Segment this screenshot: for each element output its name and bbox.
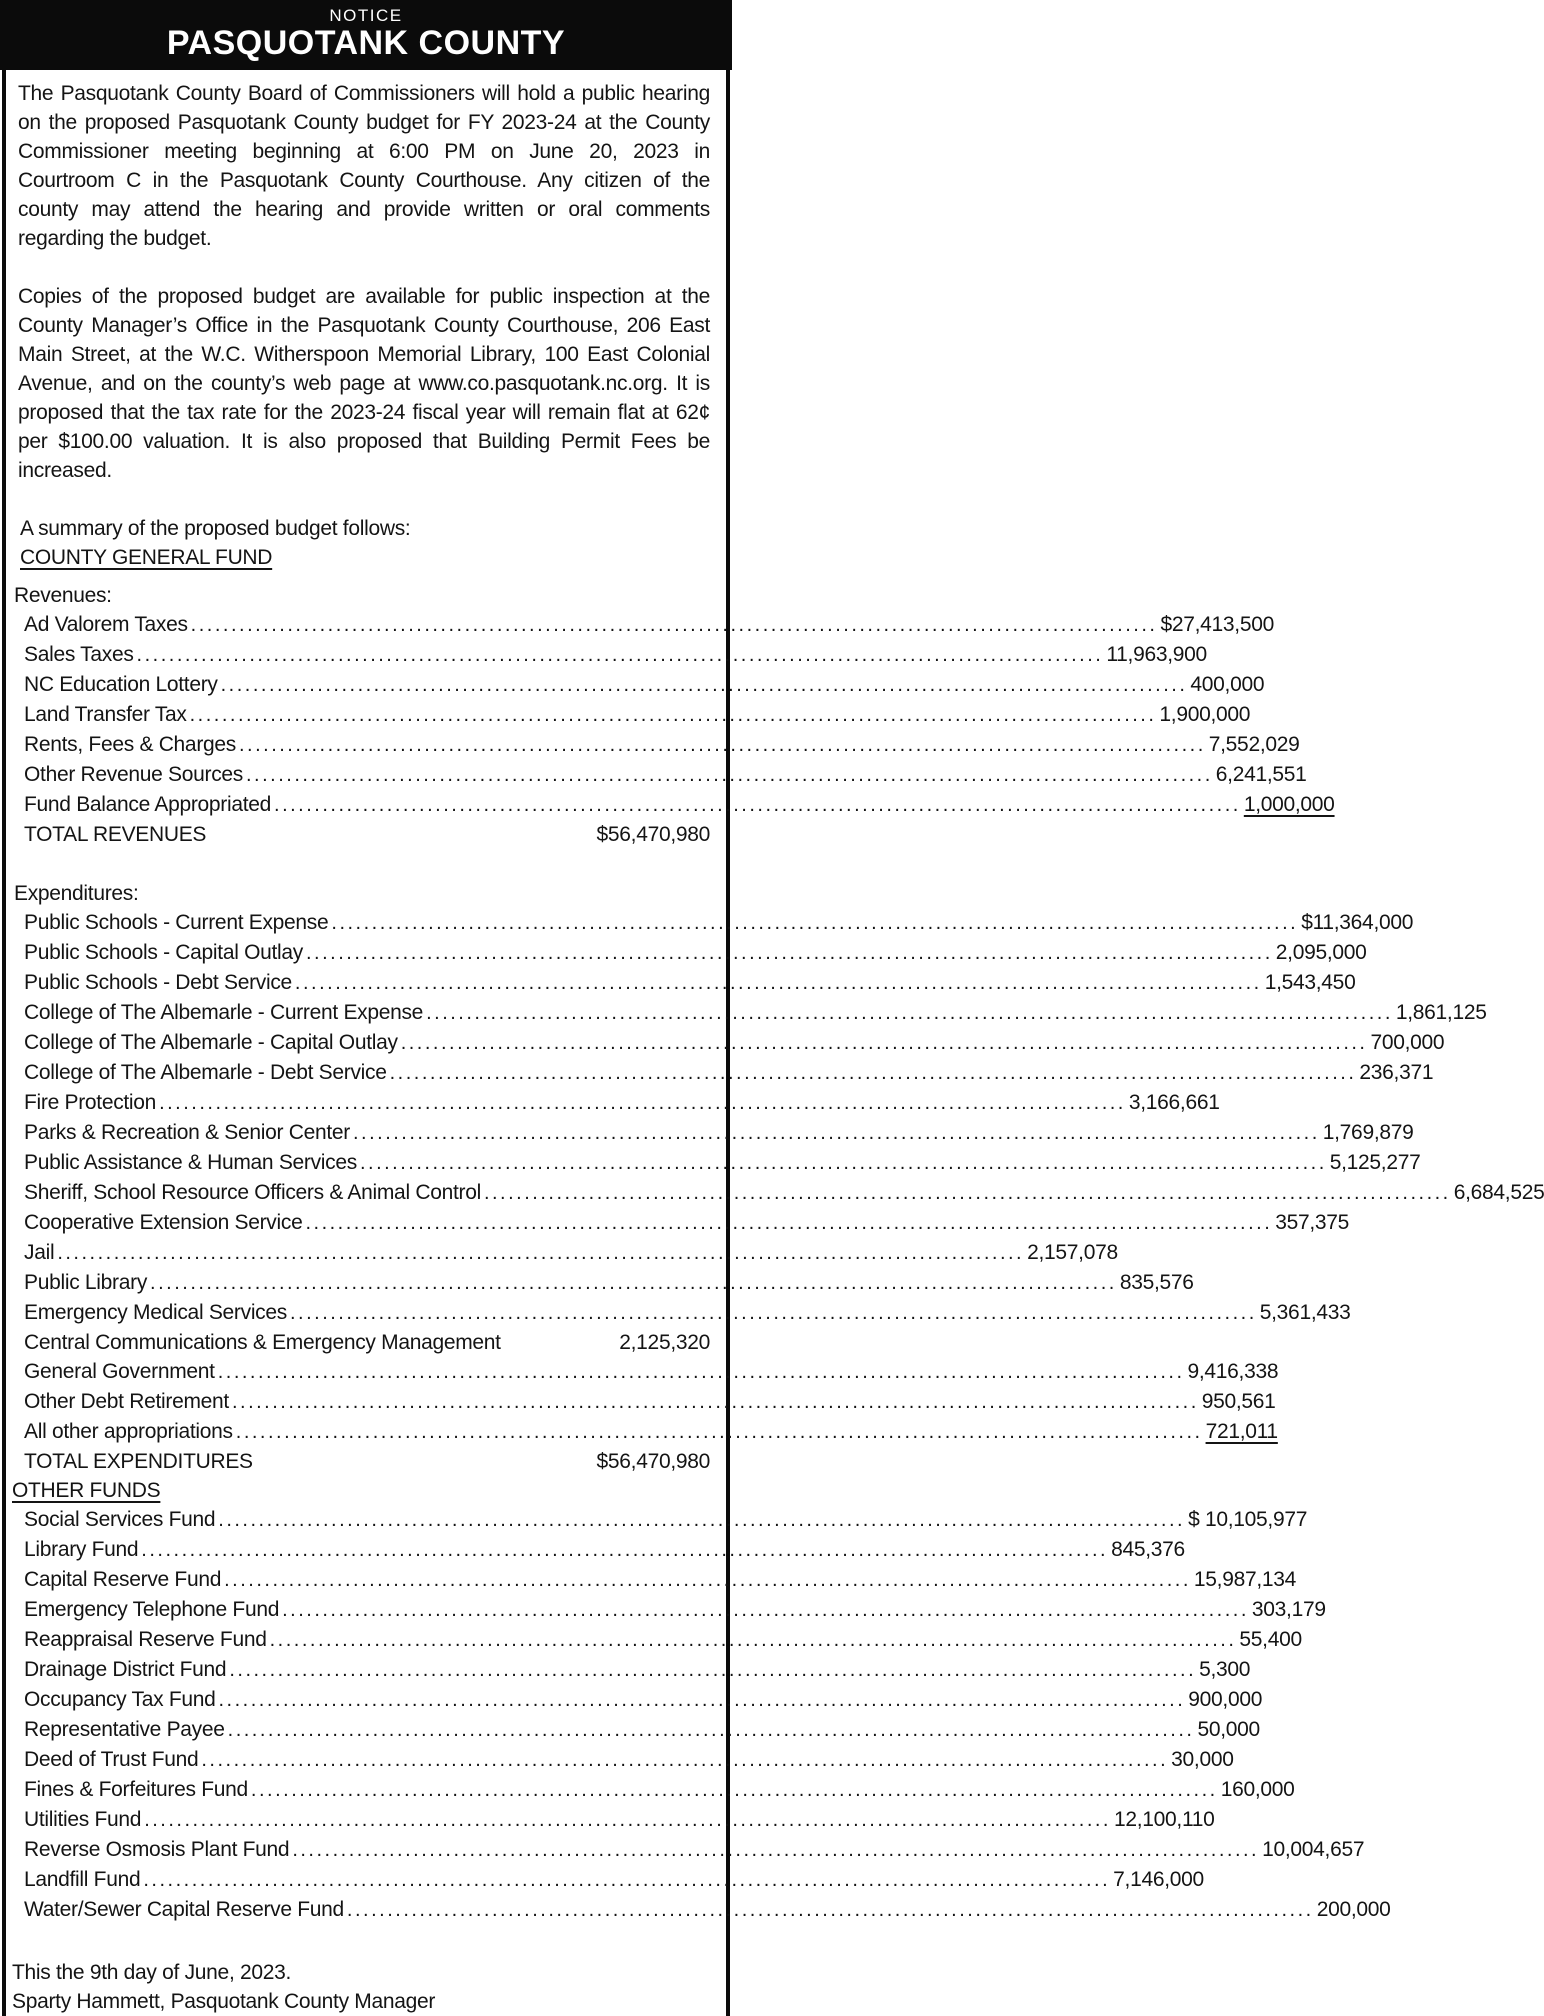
budget-row-value: 7,146,000 xyxy=(1113,1868,1204,1891)
dot-leader xyxy=(390,1058,1357,1088)
budget-row-value: 357,375 xyxy=(1275,1211,1350,1234)
notice-masthead xyxy=(0,0,732,70)
budget-row-label: TOTAL EXPENDITURES xyxy=(24,1450,253,1473)
county-title: PASQUOTANK COUNTY xyxy=(166,24,566,62)
budget-row-label: College of The Albemarle - Current Expense xyxy=(24,1001,424,1024)
budget-row-label: Public Schools - Capital Outlay xyxy=(24,941,303,964)
budget-row-value: 835,576 xyxy=(1119,1271,1194,1294)
budget-row-label: Emergency Telephone Fund xyxy=(24,1598,280,1621)
budget-row-label: Fund Balance Appropriated xyxy=(24,793,272,816)
budget-row-label: Capital Reserve Fund xyxy=(24,1568,222,1591)
budget-row-label: Library Fund xyxy=(24,1538,139,1561)
budget-row-label: Ad Valorem Taxes xyxy=(24,613,188,636)
budget-row xyxy=(24,1178,1544,1208)
budget-row-label: Land Transfer Tax xyxy=(24,703,187,726)
dot-leader xyxy=(218,1505,1185,1535)
dot-leader xyxy=(331,908,1298,938)
dot-leader xyxy=(347,1895,1314,1925)
dot-leader xyxy=(201,1745,1168,1775)
budget-row xyxy=(24,1655,1251,1685)
budget-row xyxy=(24,1715,1260,1745)
budget-row-value: 1,543,450 xyxy=(1264,971,1356,994)
expenditures-heading: Expenditures: xyxy=(14,882,139,905)
dot-leader xyxy=(270,1625,1237,1655)
dot-leader xyxy=(239,730,1206,760)
budget-row xyxy=(24,908,1414,938)
budget-row-label: Water/Sewer Capital Reserve Fund xyxy=(24,1898,344,1921)
budget-row xyxy=(24,610,1274,640)
budget-row-label: Parks & Recreation & Senior Center xyxy=(24,1121,350,1144)
budget-row xyxy=(24,1835,1365,1865)
budget-row-label: Social Services Fund xyxy=(24,1508,216,1531)
budget-row xyxy=(24,1895,1391,1925)
dot-leader xyxy=(218,1357,1185,1387)
budget-row-value: 15,987,134 xyxy=(1193,1568,1297,1591)
notice-footer xyxy=(12,1958,710,2016)
budget-row xyxy=(24,1238,1118,1268)
signature-line: Sparty Hammett, Pasquotank County Manager xyxy=(12,1990,436,2013)
budget-row xyxy=(24,1058,1434,1088)
dot-leader xyxy=(353,1118,1320,1148)
budget-row xyxy=(24,1775,1295,1805)
general-fund-heading-line xyxy=(12,543,710,581)
budget-row xyxy=(24,1208,1350,1238)
budget-row xyxy=(24,1745,1234,1775)
budget-row xyxy=(24,1505,1308,1535)
budget-row xyxy=(24,998,1487,1028)
date-line: This the 9th day of June, 2023. xyxy=(12,1961,292,1984)
budget-row xyxy=(24,1088,1220,1118)
dot-leader xyxy=(426,998,1393,1028)
budget-row-label: Fire Protection xyxy=(24,1091,157,1114)
budget-row xyxy=(24,1865,1204,1895)
budget-row-value: $56,470,980 xyxy=(596,823,710,846)
budget-row xyxy=(24,1565,1297,1595)
budget-row-value: 2,157,078 xyxy=(1027,1241,1118,1264)
inspection-paragraph: Copies of the proposed budget are available for public inspection at the County Manager’s Office in the Pasquotank County Courthouse, 206 East Main Street, at the W.C. Witherspoon Memorial Library, 100 East Colonial Avenue, and on the county’s web page at www.co.pasquotank.nc.org. It is proposed that the tax rate for the 2023-24 fiscal year will remain flat at 62¢ per $100.00 valuation. It is also proposed that Building Permit Fees be increased. xyxy=(18,285,710,482)
dot-leader xyxy=(292,1835,1259,1865)
budget-row-value: $ 10,105,977 xyxy=(1188,1508,1308,1531)
dot-leader xyxy=(282,1595,1249,1625)
budget-row xyxy=(24,760,1307,790)
other-funds-rows xyxy=(24,1505,1391,1925)
notice-label: NOTICE xyxy=(329,6,403,25)
budget-row-value: 2,125,320 xyxy=(619,1331,710,1354)
budget-row-label: Sheriff, School Resource Officers & Animal Control xyxy=(24,1181,481,1204)
dot-leader xyxy=(274,790,1241,820)
dot-leader xyxy=(251,1775,1218,1805)
budget-row-label: Drainage District Fund xyxy=(24,1658,227,1681)
budget-row-value: 7,552,029 xyxy=(1208,733,1300,756)
dot-leader xyxy=(141,1535,1108,1565)
dot-leader xyxy=(221,670,1188,700)
budget-row-label: Landfill Fund xyxy=(24,1868,141,1891)
dot-leader xyxy=(159,1088,1126,1118)
other-funds-heading-line xyxy=(12,1476,710,1505)
budget-row xyxy=(24,700,1251,730)
budget-row-value: 9,416,338 xyxy=(1187,1360,1279,1383)
dot-leader xyxy=(229,1655,1196,1685)
summary-intro-line: A summary of the proposed budget follows: xyxy=(20,517,411,540)
hearing-paragraph: The Pasquotank County Board of Commissioners will hold a public hearing on the proposed Pasquotank County budget for FY 2023-24 at the County Commissioner meeting beginning at 6:00 PM on June 20, 2023 in Courtroom C in the Pasquotank County Courthouse. Any citizen of the county may attend the hearing and provide written or oral comments regarding the budget. xyxy=(18,82,710,250)
budget-row xyxy=(24,1298,1351,1328)
budget-total-row xyxy=(24,1447,710,1476)
budget-row-label: Central Communications & Emergency Management xyxy=(24,1331,501,1354)
budget-row xyxy=(24,1118,1414,1148)
budget-row-label: Fines & Forfeitures Fund xyxy=(24,1778,248,1801)
budget-row xyxy=(24,640,1207,670)
budget-row-value: 900,000 xyxy=(1188,1688,1263,1711)
dot-leader xyxy=(144,1805,1111,1835)
budget-row-value: 11,963,900 xyxy=(1106,643,1207,666)
dot-leader xyxy=(137,640,1104,670)
budget-row-value: 160,000 xyxy=(1220,1778,1295,1801)
budget-row-value: $11,364,000 xyxy=(1301,911,1414,934)
budget-row xyxy=(24,1148,1421,1178)
dot-leader xyxy=(150,1268,1117,1298)
other-funds-section xyxy=(12,1476,1391,1925)
budget-row xyxy=(24,968,1356,998)
budget-row-value: 5,300 xyxy=(1199,1658,1251,1681)
budget-row-label: Public Assistance & Human Services xyxy=(24,1151,357,1174)
budget-row-value: 236,371 xyxy=(1359,1061,1434,1084)
budget-row xyxy=(24,938,1367,968)
budget-row-label: Emergency Medical Services xyxy=(24,1301,287,1324)
budget-row-value: 200,000 xyxy=(1316,1898,1391,1921)
budget-row-label: TOTAL REVENUES xyxy=(24,823,207,846)
dot-leader xyxy=(191,610,1158,640)
revenues-rows xyxy=(24,610,1335,849)
budget-row-label: Reappraisal Reserve Fund xyxy=(24,1628,267,1651)
dot-leader xyxy=(236,1417,1203,1447)
dot-leader xyxy=(484,1178,1451,1208)
budget-row-label: Other Debt Retirement xyxy=(24,1390,229,1413)
dot-leader xyxy=(219,1685,1186,1715)
budget-row xyxy=(24,1535,1185,1565)
dot-leader xyxy=(228,1715,1195,1745)
budget-row-label: Reverse Osmosis Plant Fund xyxy=(24,1838,290,1861)
budget-row-value: 5,125,277 xyxy=(1329,1151,1421,1174)
budget-row-value: 721,011 xyxy=(1205,1420,1278,1443)
budget-row-label: NC Education Lottery xyxy=(24,673,218,696)
budget-row-label: Sales Taxes xyxy=(24,643,134,666)
budget-row-value: 6,684,525 xyxy=(1453,1181,1544,1204)
budget-row-value: 845,376 xyxy=(1111,1538,1185,1561)
budget-row-value: 55,400 xyxy=(1239,1628,1302,1651)
budget-row xyxy=(24,1357,1279,1387)
dot-leader xyxy=(246,760,1213,790)
budget-row xyxy=(24,790,1335,820)
budget-row-label: Utilities Fund xyxy=(24,1808,142,1831)
budget-row-value: $56,470,980 xyxy=(596,1450,710,1473)
budget-row xyxy=(24,1328,710,1357)
budget-row-value: 30,000 xyxy=(1171,1748,1234,1771)
budget-row-label: Representative Payee xyxy=(24,1718,225,1741)
budget-row-label: Public Schools - Debt Service xyxy=(24,971,292,994)
dot-leader xyxy=(295,968,1262,998)
budget-row xyxy=(24,1028,1445,1058)
budget-row-value: 1,861,125 xyxy=(1395,1001,1487,1024)
budget-row-value: 303,179 xyxy=(1251,1598,1326,1621)
budget-row-label: Rents, Fees & Charges xyxy=(24,733,236,756)
dot-leader xyxy=(190,700,1157,730)
budget-row-value: 1,769,879 xyxy=(1322,1121,1414,1144)
budget-row-value: 700,000 xyxy=(1370,1031,1445,1054)
budget-row xyxy=(24,1595,1326,1625)
dot-leader xyxy=(306,938,1273,968)
budget-row-label: College of The Albemarle - Debt Service xyxy=(24,1061,387,1084)
budget-row-value: 2,095,000 xyxy=(1275,941,1367,964)
dot-leader xyxy=(360,1148,1327,1178)
budget-row-label: Public Library xyxy=(24,1271,148,1294)
budget-row-value: 950,561 xyxy=(1201,1390,1276,1413)
dot-leader xyxy=(57,1238,1024,1268)
budget-row-label: Jail xyxy=(24,1241,55,1264)
other-funds-heading: OTHER FUNDS xyxy=(12,1479,161,1502)
budget-total-row xyxy=(24,820,710,849)
budget-row-value: 50,000 xyxy=(1197,1718,1260,1741)
notice-body-frame xyxy=(2,70,1544,2016)
dot-leader xyxy=(305,1208,1272,1238)
budget-row xyxy=(24,1805,1215,1835)
dot-leader xyxy=(143,1865,1110,1895)
budget-row-value: 10,004,657 xyxy=(1262,1838,1365,1861)
budget-row-label: Other Revenue Sources xyxy=(24,763,243,786)
budget-row-value: $27,413,500 xyxy=(1160,613,1274,636)
budget-row-value: 12,100,110 xyxy=(1113,1808,1215,1831)
budget-row xyxy=(24,1417,1278,1447)
budget-row-value: 1,900,000 xyxy=(1159,703,1251,726)
revenues-section xyxy=(12,581,1335,849)
general-fund-heading: COUNTY GENERAL FUND xyxy=(20,546,273,569)
budget-row-value: 6,241,551 xyxy=(1215,763,1307,786)
dot-leader xyxy=(290,1298,1257,1328)
budget-row-value: 5,361,433 xyxy=(1259,1301,1351,1324)
revenues-heading: Revenues: xyxy=(14,584,112,607)
budget-row xyxy=(24,1268,1194,1298)
budget-row-label: Cooperative Extension Service xyxy=(24,1211,303,1234)
budget-row-label: Occupancy Tax Fund xyxy=(24,1688,216,1711)
budget-row xyxy=(24,1387,1276,1417)
budget-row-value: 400,000 xyxy=(1190,673,1265,696)
expenditures-section xyxy=(12,879,1544,1476)
budget-row xyxy=(24,1625,1302,1655)
budget-row xyxy=(24,730,1300,760)
budget-row-value: 1,000,000 xyxy=(1243,793,1335,816)
budget-row xyxy=(24,670,1265,700)
budget-row-value: 3,166,661 xyxy=(1128,1091,1220,1114)
budget-row-label: All other appropriations xyxy=(24,1420,233,1443)
budget-row-label: General Government xyxy=(24,1360,215,1383)
dot-leader xyxy=(232,1387,1199,1417)
dot-leader xyxy=(224,1565,1191,1595)
budget-row-label: Deed of Trust Fund xyxy=(24,1748,199,1771)
budget-row-label: Public Schools - Current Expense xyxy=(24,911,329,934)
budget-row xyxy=(24,1685,1263,1715)
budget-row-label: College of The Albemarle - Capital Outlay xyxy=(24,1031,398,1054)
expenditures-rows xyxy=(24,908,1544,1476)
dot-leader xyxy=(401,1028,1368,1058)
